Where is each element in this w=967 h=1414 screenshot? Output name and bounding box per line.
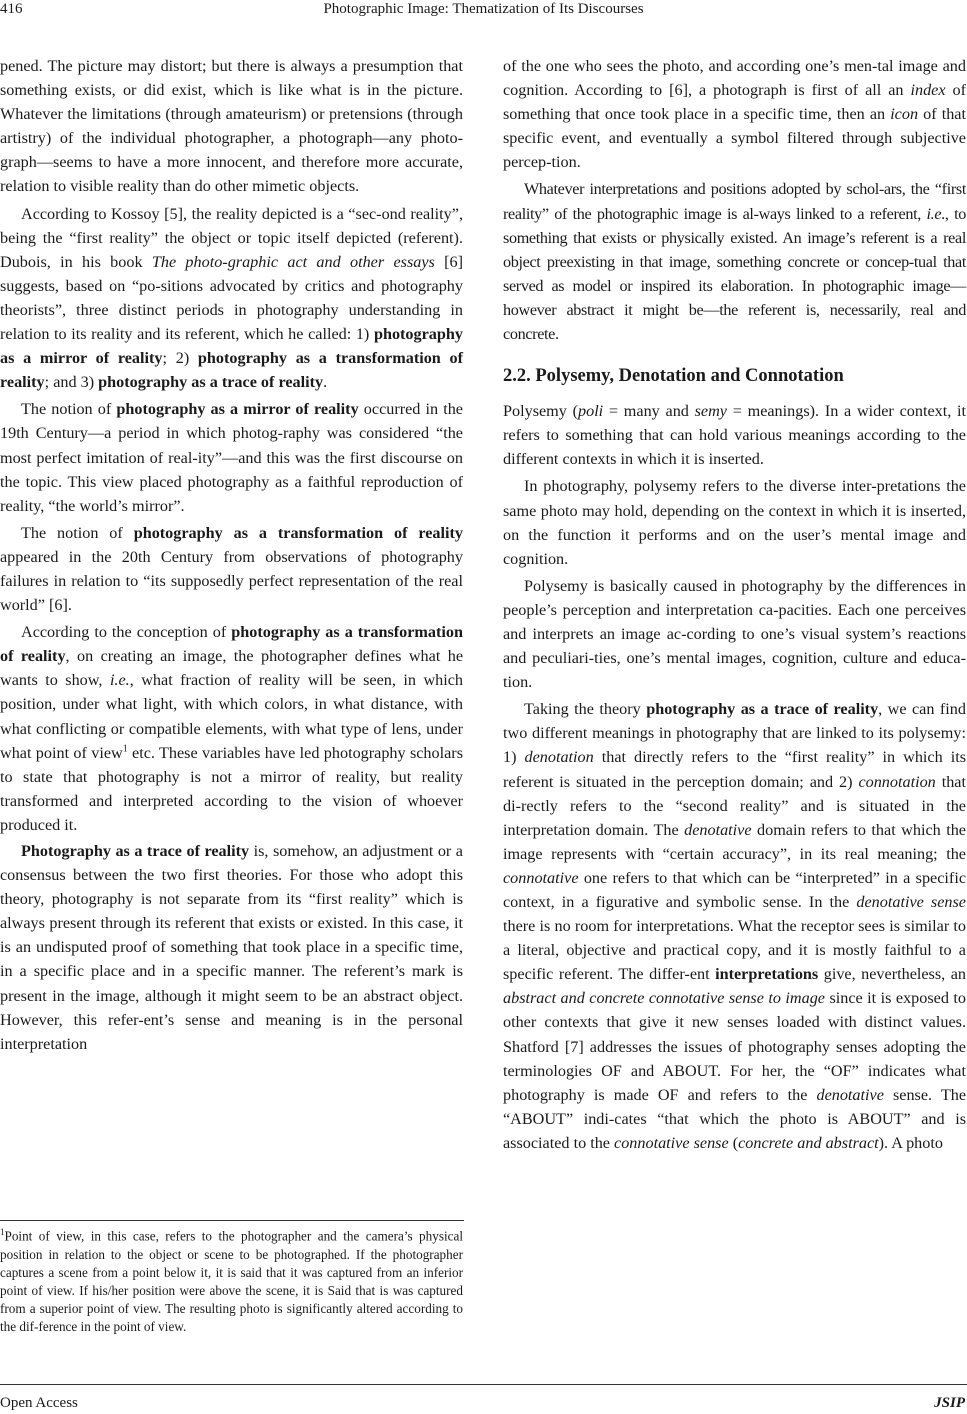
paragraph-continuation: pened. The picture may distort; but there is always a presumption that something exists, or did exist, which is like what is in the picture. Whatever the limitations (through amateurism) or pretensions (through artistry) of the individual photographer, a photograph—any photo-graph—seems to have a more innocent, and therefore more accurate, relation to visible reality than do other mimetic objects. [0, 57, 463, 196]
paragraph-trace: Photography as a trace of reality is, somehow, an adjustment or a consensus between the two first theories. For those who adopt this theory, photography is not separate from its “first reality” which is always present through its referent that exists or existed. In this case, it is an undisputed proof of something that took place in a specific time, in a specific place and in a specific manner. The referent’s mark is present in the image, although it might seem to be an abstract object. However, this refer-ent’s sense and meaning is in the personal interpretation [0, 842, 463, 1053]
paragraph-polysemy-photography: In photography, polysemy refers to the diverse inter-pretations the same photo may hold, depending on the context in which it is inserted, on the function it performs and on the user’s mental image and cognition. [503, 477, 966, 568]
paragraph-kossoy: According to Kossoy [5], the reality depicted is a “sec-ond reality”, being the “first reality” the object or topic itself depicted (referent). Dubois, in his book The photo-graphic act and other essays [6] suggests, based on “po-sitions advocated by critics and photography theorists”, three distinct periods in photography understanding in relation to its reality and its referent, which he called: 1) photography as a mirror of reality; 2) photography as a transformation of reality; and 3) photography as a trace of reality. [0, 204, 463, 392]
footer-divider [0, 1384, 967, 1385]
footnote-reference[interactable]: 1 [122, 743, 128, 755]
paragraph-denotation-connotation: Taking the theory photography as a trace of reality, we can find two different meanings in photography that are linked to its polysemy: 1) denotation that directly refers to the “first reality” in which its referent is situated in the perception domain; and 2) connotation that di-rectly refers to the “second reality” and is situated in the interpretation domain. The denotative domain refers to that which the image represents with “certain accuracy”, in its real meaning; the connotative one refers to that which can be “interpreted” in a specific context, in a figurative and symbolic sense. In the denotative sense there is no room for interpretations. What the receptor sees is similar to a literal, objective and practical copy, and it is mostly faithful to a specific referent. The differ-ent interpretations give, nevertheless, an abstract and concrete connotative sense to image since it is exposed to other contexts that give it new senses loaded with distinct values. Shatford [7] addresses the issues of photography senses adopting the terminologies OF and ABOUT. For her, the “OF” indicates what photography is made OF and refers to the denotative sense. The “ABOUT” indi-cates “that which the photo is ABOUT” and is associated to the connotative sense (concrete and abstract). A photo [503, 700, 967, 1152]
footnote-text: Point of view, in this case, refers to the photographer and the camera’s physical position in relation to the object or scene to be photographed. If the photographer captures a scene from a point below it, it is said that it was captured from an inferior point of view. If his/her position were above the scene, it is Said that is was captured from a superior point of view. The resulting photo is significantly altered according to the dif-ference in the point of view. [0, 1228, 463, 1335]
paragraph-conception: According to the conception of photography as a transformation of reality, on creating an image, the photographer defines what he wants to show, i.e., what fraction of reality will be seen, in which position, under what light, with which colors, in what distance, with what conflicting or compatible elements, with what type of lens, under what point of view$^1$ etc. These variables have led photography scholars to state that photography is not a mirror of reality, but reality transformed and interpreted according to the vision of whoever produced it. [0, 623, 464, 834]
paragraph-transformation: The notion of photography as a transformation of reality appeared in the 20th Century from observations of photography failures in relation to “its supposedly perfect representation of the real world” [6]. [0, 523, 463, 615]
section-heading: 2.2. Polysemy, Denotation and Connotation [503, 366, 844, 387]
paragraph-mirror: The notion of photography as a mirror of reality occurred in the 19th Century—a period in which photog-raphy was considered “the most perfect imitation of real-ity”—and this was the first discourse on the topic. This view placed photography as a faithful reproduction of reality, “the world’s mirror”. [0, 400, 463, 515]
paragraph-referent: Whatever interpretations and positions adopted by schol-ars, the “first reality” of the photographic image is al-ways linked to a referent, i.e., to something that exists or physically existed. An image’s referent is a real object preexisting in that image, something concrete or concep-tual that served as model or inspired its elaboration. In photographic image—however abstract it might be—the referent is, necessarily, real and concrete. [503, 180, 966, 344]
paragraph-index-icon: of the one who sees the photo, and according one’s men-tal image and cognition. According to [6], a photograph is first of all an index of something that once took place in a specific time, then an icon of that specific event, and eventually a symbol filtered through subjective percep-tion. [503, 57, 966, 172]
footer-access-label: Open Access [0, 1395, 78, 1411]
right-column [503, 54, 966, 1155]
footer-journal-name: JSIP [934, 1395, 965, 1411]
page-number: 416 [0, 1, 23, 17]
paragraph-polysemy-definition: Polysemy (poli = many and semy = meanings). In a wider context, it refers to something that can hold various meanings according to the different contexts in which it is inserted. [503, 402, 966, 469]
footnote-divider [0, 1220, 464, 1221]
page-header [0, 0, 967, 24]
running-title: Photographic Image: Thematization of Its Discourses [323, 1, 644, 17]
left-column [0, 54, 463, 1056]
footnote [0, 1223, 463, 1337]
paragraph-polysemy-cause: Polysemy is basically caused in photography by the differences in people’s perception and interpretation ca-pacities. Each one perceives and interprets an image ac-cording to one’s visual system’s reactions and peculiari-ties, one’s mental images, cognition, culture and educa-tion. [503, 576, 966, 692]
footnote-mark: 1 [0, 1227, 5, 1237]
